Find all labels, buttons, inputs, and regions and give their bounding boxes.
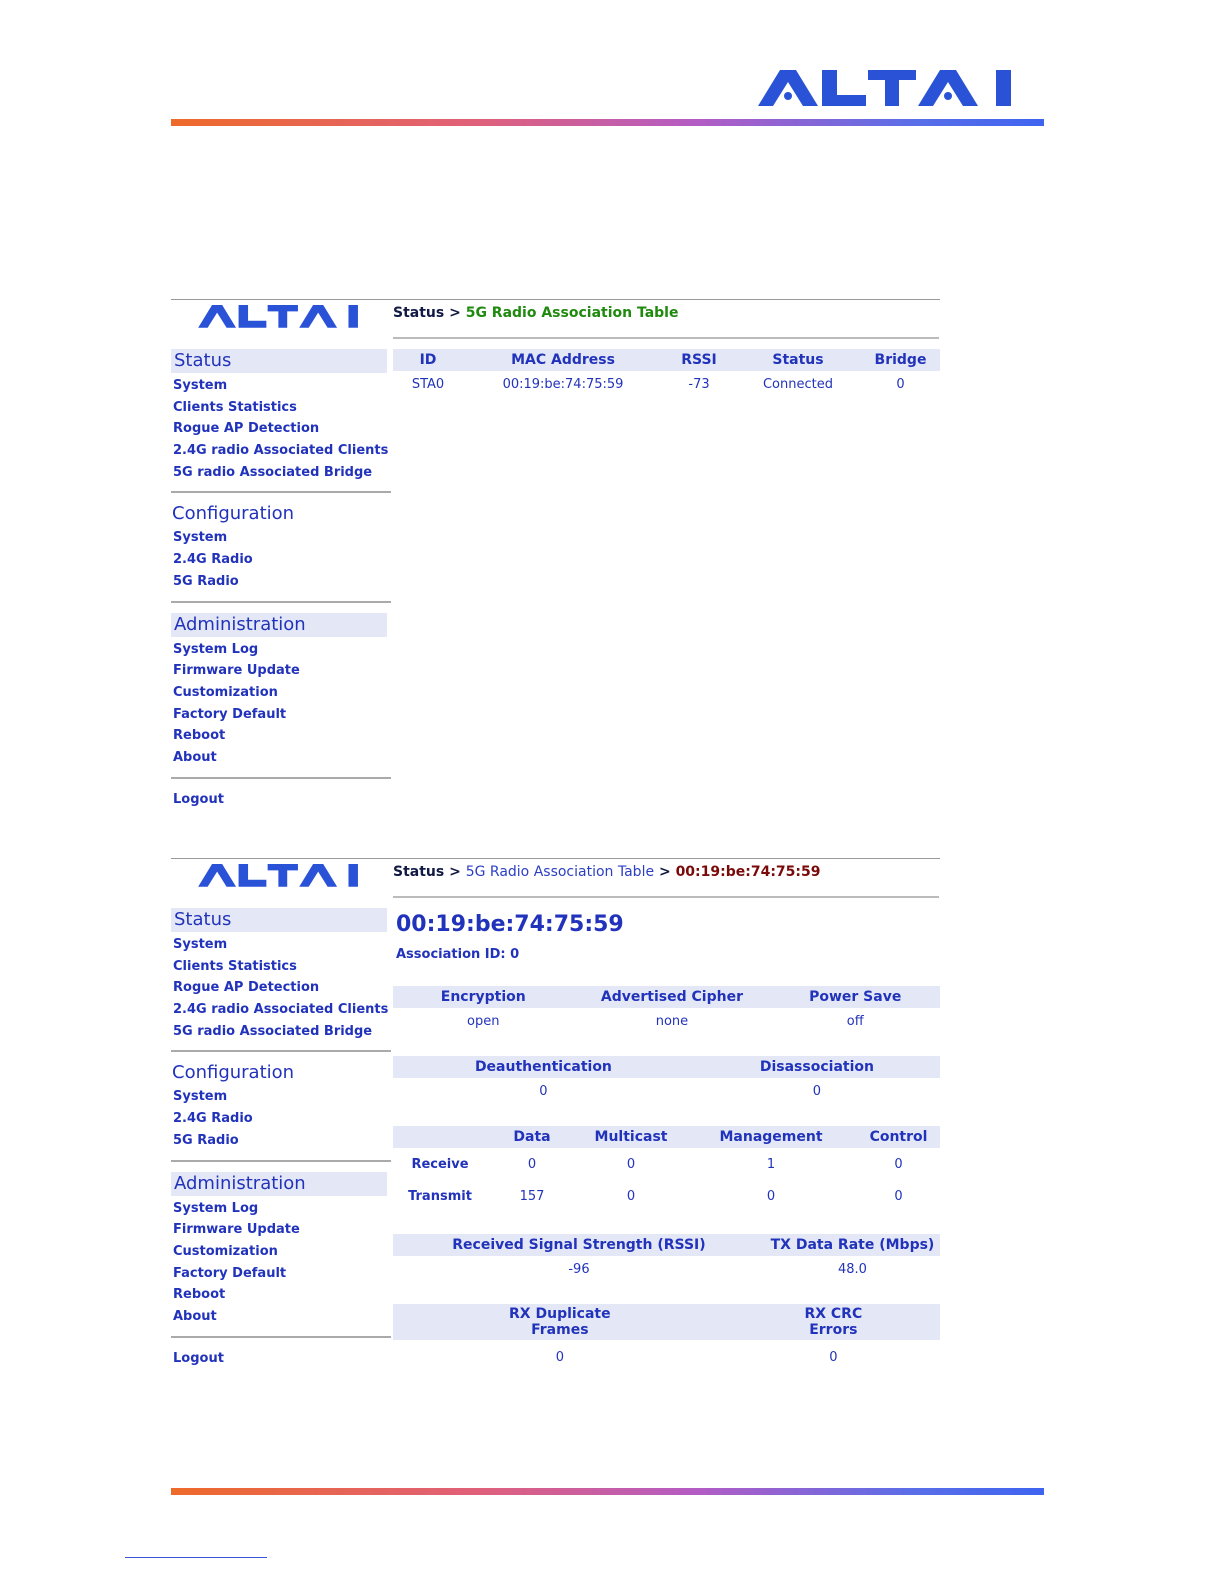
col-rx-duplicate-label-1: RX Duplicate [509, 1306, 611, 1322]
breadcrumb-separator: > [658, 864, 671, 880]
footer-gradient-bar [171, 1488, 1044, 1495]
cell-receive-control: 0 [894, 1156, 903, 1172]
breadcrumb [393, 864, 820, 880]
screenshot-station-detail [171, 858, 941, 1398]
nav-divider [171, 601, 391, 603]
nav-item-factory-default[interactable]: Factory Default [173, 706, 287, 722]
table-header-row [393, 986, 940, 1008]
col-tx-data-rate: TX Data Rate (Mbps) [765, 1234, 940, 1256]
col-deauthentication: Deauthentication [393, 1056, 694, 1078]
col-rx-duplicate-label-2: Frames [531, 1322, 589, 1338]
cell-transmit-management: 0 [766, 1188, 776, 1204]
cell-rx-crc-errors: 0 [829, 1349, 838, 1365]
nav-item-clients-statistics[interactable]: Clients Statistics [173, 399, 297, 415]
cell-rssi: -96 [568, 1261, 590, 1277]
col-rssi: Received Signal Strength (RSSI) [393, 1234, 765, 1256]
col-encryption: Encryption [393, 986, 574, 1008]
nav-item-5g-radio[interactable]: 5G Radio [173, 1132, 239, 1148]
col-advertised-cipher: Advertised Cipher [574, 986, 771, 1008]
cell-power-save: off [846, 1013, 864, 1029]
association-table-panel [393, 349, 940, 397]
breadcrumb-current: 5G Radio Association Table [465, 305, 679, 321]
association-table [393, 349, 940, 397]
nav-item-system-log[interactable]: System Log [173, 641, 259, 657]
cell-transmit-multicast: 0 [626, 1188, 636, 1204]
nav-divider [171, 1050, 391, 1052]
col-rx-duplicate-frames [393, 1304, 727, 1340]
nav-item-24g-associated-clients[interactable]: 2.4G radio Associated Clients [173, 443, 389, 459]
breadcrumb-separator: > [449, 864, 461, 880]
nav-section-status[interactable]: Status [171, 908, 387, 932]
nav-item-reboot[interactable]: Reboot [173, 728, 226, 744]
row-label-transmit: Transmit [408, 1188, 472, 1204]
nav-divider [171, 777, 391, 779]
nav-item-config-system[interactable]: System [173, 530, 228, 546]
nav-item-firmware-update[interactable]: Firmware Update [173, 663, 300, 679]
nav-item-5g-associated-bridge[interactable]: 5G radio Associated Bridge [173, 464, 373, 480]
table-row [393, 1078, 940, 1104]
nav-item-logout[interactable]: Logout [173, 791, 224, 807]
nav-divider [171, 491, 391, 493]
table-row[interactable] [393, 371, 940, 397]
col-power-save: Power Save [770, 986, 940, 1008]
breadcrumb-status[interactable]: Status [393, 305, 445, 321]
breadcrumb-association-table[interactable]: 5G Radio Association Table [465, 864, 655, 880]
header-gradient-bar [171, 119, 1044, 126]
sidebar-nav [171, 908, 387, 1369]
frames-table [393, 1126, 940, 1212]
cell-rssi: -73 [688, 376, 710, 392]
breadcrumb-current: 00:19:be:74:75:59 [675, 864, 821, 880]
altai-logo-graphic [758, 70, 1014, 108]
table-header-row [393, 1234, 940, 1256]
table-header-row [393, 349, 940, 371]
nav-item-rogue-ap-detection[interactable]: Rogue AP Detection [173, 421, 320, 437]
altai-logo-graphic [193, 864, 365, 888]
nav-item-5g-associated-bridge[interactable]: 5G radio Associated Bridge [173, 1023, 373, 1039]
altai-logo [758, 70, 1014, 112]
table-header-row [393, 1056, 940, 1078]
col-rssi: RSSI [663, 349, 735, 371]
top-divider [171, 858, 940, 859]
col-data: Data [487, 1126, 577, 1148]
table-row [393, 1180, 940, 1212]
cell-deauthentication: 0 [539, 1083, 548, 1099]
cell-status: Connected [762, 376, 833, 392]
col-control: Control [857, 1126, 940, 1148]
cell-transmit-control: 0 [894, 1188, 903, 1204]
nav-item-about[interactable]: About [173, 1308, 217, 1324]
col-management: Management [685, 1126, 857, 1148]
cell-advertised-cipher: none [655, 1013, 689, 1029]
station-detail-panel [393, 908, 940, 1374]
table-header-row [393, 1304, 940, 1340]
col-id: ID [393, 349, 463, 371]
col-disassociation: Disassociation [694, 1056, 940, 1078]
row-label-receive: Receive [411, 1156, 469, 1172]
cell-bridge: 0 [896, 376, 905, 392]
altai-logo [193, 864, 365, 892]
col-rx-crc-label-1: RX CRC [804, 1306, 863, 1322]
top-divider [171, 299, 940, 300]
cell-mac-link[interactable]: 00:19:be:74:75:59 [502, 376, 624, 392]
nav-item-5g-radio[interactable]: 5G Radio [173, 573, 239, 589]
station-mac-title: 00:19:be:74:75:59 [396, 912, 624, 937]
nav-divider [171, 1160, 391, 1162]
nav-section-administration[interactable]: Administration [171, 1172, 387, 1196]
deauth-table [393, 1056, 940, 1104]
cell-disassociation: 0 [812, 1083, 822, 1099]
nav-item-config-system[interactable]: System [173, 1089, 228, 1105]
cell-encryption: open [467, 1013, 500, 1029]
table-header-row [393, 1126, 940, 1148]
breadcrumb-divider [393, 896, 939, 898]
nav-item-clients-statistics[interactable]: Clients Statistics [173, 958, 297, 974]
cell-id: STA0 [411, 376, 445, 392]
association-id: Association ID: 0 [396, 947, 520, 962]
cell-transmit-data: 157 [519, 1188, 545, 1204]
nav-item-customization[interactable]: Customization [173, 1243, 278, 1259]
cell-tx-data-rate: 48.0 [838, 1261, 867, 1277]
cell-receive-multicast: 0 [626, 1156, 636, 1172]
nav-item-system[interactable]: System [173, 937, 228, 952]
breadcrumb [393, 305, 678, 321]
cell-receive-management: 1 [766, 1156, 776, 1172]
col-rx-crc-errors [727, 1304, 940, 1340]
nav-section-configuration[interactable]: Configuration [172, 1062, 295, 1084]
col-mac-address: MAC Address [463, 349, 663, 371]
nav-item-factory-default[interactable]: Factory Default [173, 1265, 287, 1281]
col-multicast: Multicast [577, 1126, 685, 1148]
nav-section-status[interactable]: Status [171, 349, 387, 373]
nav-item-system[interactable]: System [173, 378, 228, 393]
col-rowlabel [393, 1126, 487, 1148]
nav-item-24g-radio[interactable]: 2.4G Radio [173, 552, 253, 568]
col-bridge: Bridge [861, 349, 940, 371]
nav-item-24g-associated-clients[interactable]: 2.4G radio Associated Clients [173, 1002, 389, 1018]
table-row [393, 1148, 940, 1180]
breadcrumb-separator: > [449, 305, 461, 321]
nav-item-logout[interactable]: Logout [173, 1350, 224, 1366]
breadcrumb-divider [393, 337, 939, 339]
sidebar-nav [171, 349, 387, 810]
rssi-table [393, 1234, 940, 1282]
altai-logo [193, 305, 365, 333]
table-row [393, 1340, 940, 1374]
rx-errors-table [393, 1304, 940, 1374]
cell-rx-duplicate-frames: 0 [555, 1349, 564, 1365]
table-row [393, 1008, 940, 1034]
nav-item-system-log[interactable]: System Log [173, 1200, 259, 1216]
breadcrumb-status[interactable]: Status [393, 864, 445, 880]
col-status: Status [735, 349, 861, 371]
nav-item-24g-radio[interactable]: 2.4G Radio [173, 1111, 253, 1127]
nav-item-firmware-update[interactable]: Firmware Update [173, 1222, 300, 1238]
nav-item-customization[interactable]: Customization [173, 684, 278, 700]
nav-divider [171, 1336, 391, 1338]
encryption-table [393, 986, 940, 1034]
screenshot-association-table [171, 299, 941, 819]
nav-item-reboot[interactable]: Reboot [173, 1287, 226, 1303]
nav-section-administration[interactable]: Administration [171, 613, 387, 637]
nav-item-about[interactable]: About [173, 749, 217, 765]
table-row [393, 1256, 940, 1282]
footer-underline [125, 1557, 267, 1558]
cell-receive-data: 0 [527, 1156, 537, 1172]
col-rx-crc-label-2: Errors [809, 1322, 858, 1338]
altai-logo-graphic [193, 305, 365, 329]
nav-section-configuration[interactable]: Configuration [172, 503, 295, 525]
nav-item-rogue-ap-detection[interactable]: Rogue AP Detection [173, 980, 320, 996]
